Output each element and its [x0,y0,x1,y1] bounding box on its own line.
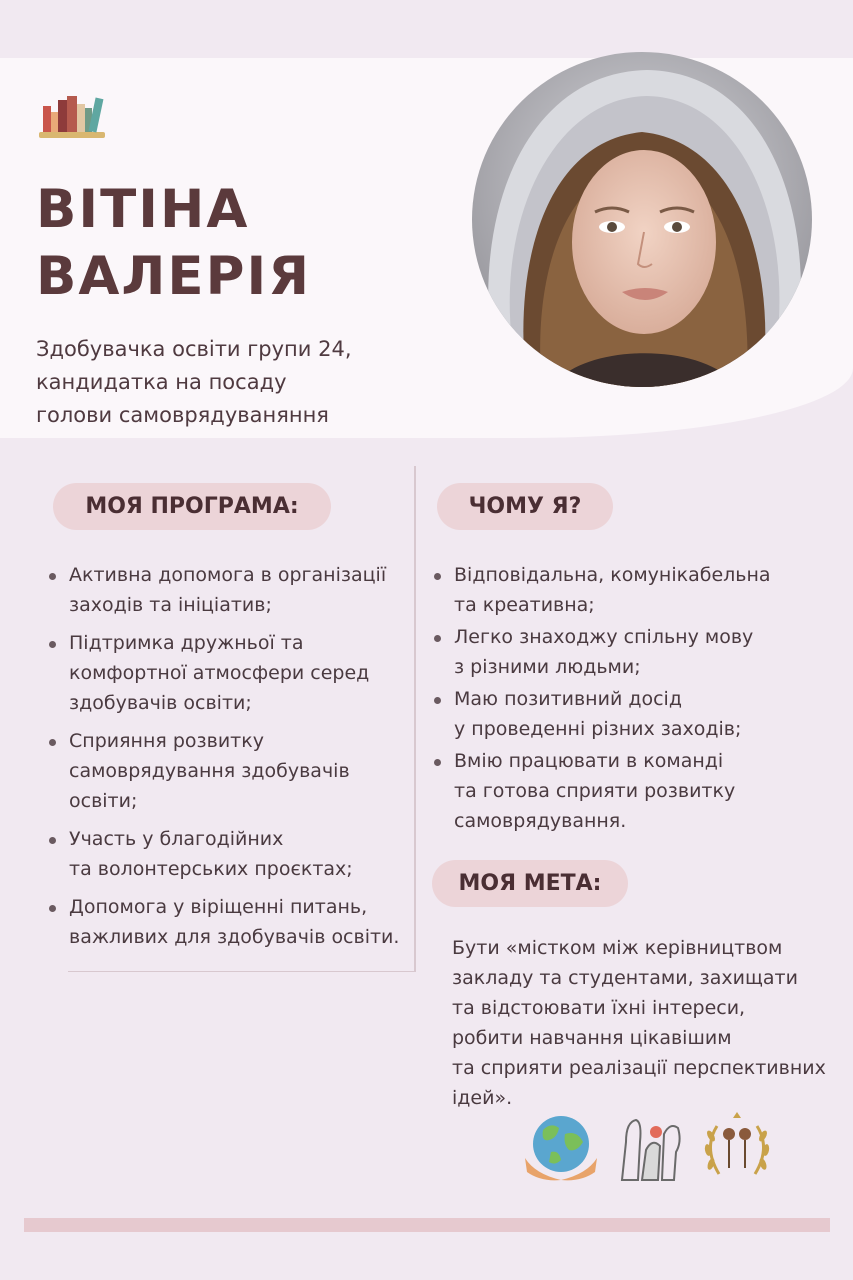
bullet-icon [434,697,441,704]
list-item [434,560,834,620]
list-item-line: важливих для здобувачів освіти. [69,926,400,948]
goal-line: робити навчання цікавішим [452,1027,732,1049]
list-item-line: з різними людьми; [454,656,641,678]
list-item-line: самоврядування здобувачів [69,760,350,782]
list-item [49,824,409,884]
list-item-line: та креативна; [454,594,595,616]
list-item-line: Підтримка дружньої та [69,632,304,654]
books-icon [37,92,107,140]
footer-bar [24,1218,830,1232]
list-item-line: Легко знаходжу спільну мову [454,626,754,648]
list-item-line: Участь у благодійних [69,828,284,850]
why-heading: ЧОМУ Я? [437,483,613,530]
list-item-line: та готова сприяти розвитку [454,780,736,802]
left-column-underline [68,971,416,972]
globe-in-hands-icon [521,1112,601,1184]
goal-text [452,933,832,1113]
list-item-line: Маю позитивний досід [454,688,682,710]
goal-line: Бути «містком між керівництвом [452,937,783,959]
goal-heading: МОЯ МЕТА: [432,860,628,907]
bullet-icon [49,837,56,844]
program-heading: МОЯ ПРОГРАМА: [53,483,331,530]
laurel-award-icon [697,1112,777,1184]
goal-line: ідей». [452,1087,513,1109]
list-item-line: Активна допомога в організації [69,564,387,586]
list-item-line: комфортної атмосфери серед [69,662,370,684]
name-line-2: ВАЛЕРІЯ [36,246,312,307]
list-item-line: у проведенні різних заходів; [454,718,742,740]
list-item-line: самоврядування. [454,810,627,832]
bullet-icon [49,739,56,746]
candidate-subtitle [36,333,456,432]
name-line-1: ВІТІНА [36,179,250,240]
list-item-line: заходів та ініціатив; [69,594,272,616]
bullet-icon [434,635,441,642]
raised-hands-icon [612,1112,688,1182]
list-item [434,684,834,744]
list-item-line: Допомога у віріщенні питань, [69,896,368,918]
candidate-name [36,176,311,310]
subtitle-line: кандидатка на посаду [36,370,287,394]
goal-line: та сприяти реалізації перспективних [452,1057,826,1079]
list-item-line: та волонтерських проєктах; [69,858,353,880]
list-item [49,628,409,718]
list-item [434,622,834,682]
list-item [49,560,409,620]
program-list [49,560,409,960]
list-item [434,746,834,836]
bullet-icon [434,759,441,766]
list-item-line: Сприяння розвитку [69,730,264,752]
list-item-line: освіти; [69,790,138,812]
subtitle-line: Здобувачка освіти групи 24, [36,337,352,361]
list-item-line: здобувачів освіти; [69,692,252,714]
goal-line: та відстоювати їхні інтереси, [452,997,746,1019]
column-divider [414,466,416,972]
list-item-line: Вмію працювати в команді [454,750,724,772]
bullet-icon [49,905,56,912]
why-list [434,560,834,838]
bullet-icon [49,641,56,648]
subtitle-line: голови самоврядуваняння [36,403,329,427]
goal-line: закладу та студентами, захищати [452,967,798,989]
candidate-photo [472,52,812,387]
list-item-line: Відповідальна, комунікабельна [454,564,771,586]
list-item [49,892,409,952]
bullet-icon [49,573,56,580]
list-item [49,726,409,816]
bullet-icon [434,573,441,580]
